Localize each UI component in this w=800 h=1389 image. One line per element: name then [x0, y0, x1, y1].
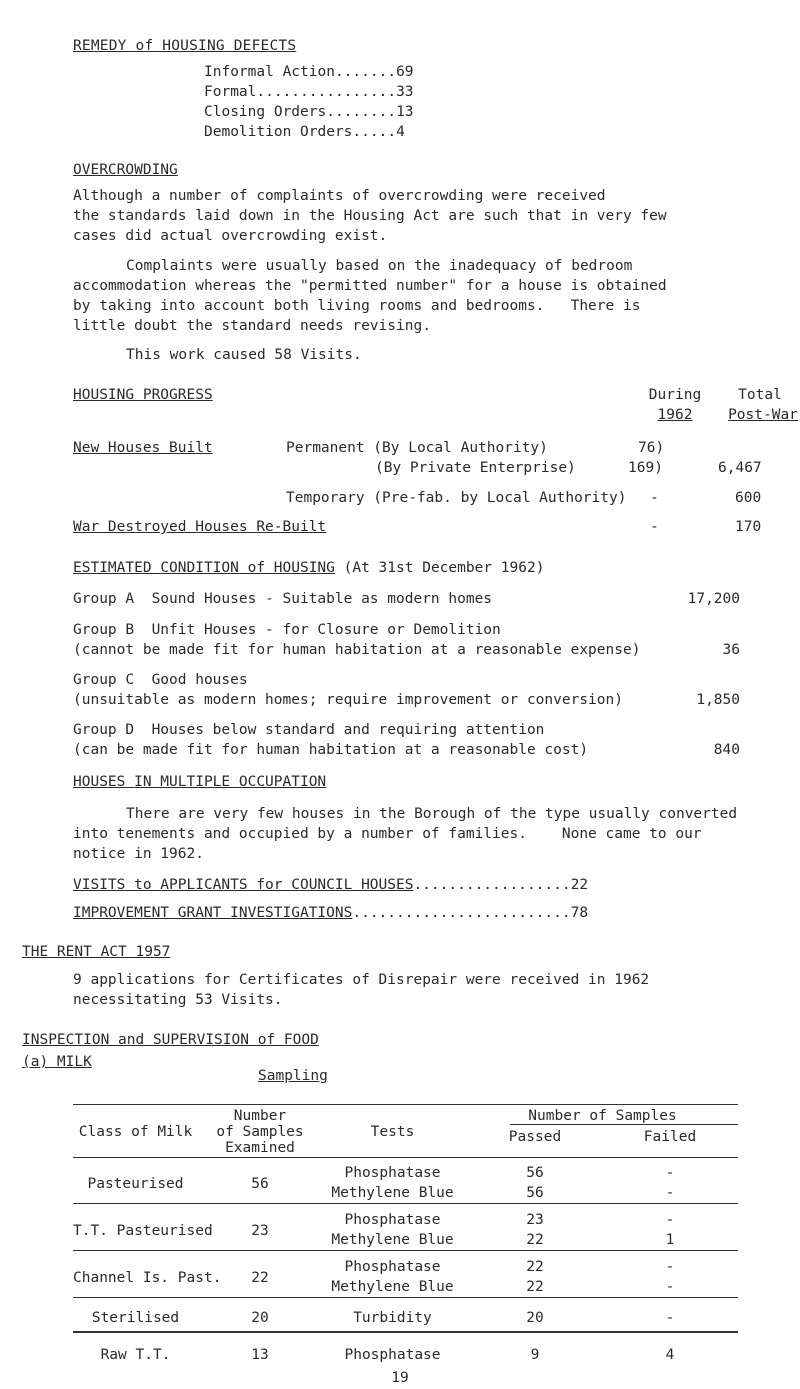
remedy-item: Informal Action.......69	[204, 64, 414, 80]
table-row-passed: 23	[526, 1212, 544, 1228]
table-row-class: Sterilised	[91, 1310, 180, 1326]
table-row-passed: 22	[526, 1259, 544, 1275]
table-row-failed: -	[665, 1259, 675, 1275]
group-a-line: Group A Sound Houses - Suitable as modern homes	[73, 591, 493, 607]
table-row-passed: 56	[526, 1185, 544, 1201]
sampling-heading: Sampling	[258, 1068, 328, 1084]
table-row-passed: 9	[530, 1347, 540, 1363]
during-year-header: 1962	[657, 407, 693, 423]
row-rule	[73, 1250, 738, 1251]
visits-council-houses: VISITS to APPLICANTS for COUNCIL HOUSES..................22	[73, 877, 589, 893]
table-row-test: Phosphatase	[344, 1165, 441, 1181]
multiple-para-line: There are very few houses in the Borough of the type usually converted	[126, 806, 738, 822]
private-value: 169)	[628, 460, 663, 476]
estimated-heading-row	[73, 558, 544, 578]
group-a-value: 17,200	[687, 591, 740, 607]
estimated-heading-suffix: (At 31st December 1962)	[343, 560, 545, 576]
group-b-value: 36	[722, 642, 740, 658]
number-examined-header-2: of Samples	[216, 1124, 304, 1140]
overcrowding-para2-line: Complaints were usually based on the inadequacy of bedroom	[126, 258, 633, 274]
header-bottom-rule	[73, 1157, 738, 1158]
table-row-failed: -	[665, 1185, 675, 1201]
class-of-milk-header: Class of Milk	[78, 1124, 193, 1140]
table-row-failed: 4	[665, 1347, 675, 1363]
table-row-failed: 1	[665, 1232, 675, 1248]
table-row-test: Phosphatase	[344, 1347, 441, 1363]
number-examined-header-1: Number	[233, 1108, 287, 1124]
samples-header-rule	[510, 1124, 738, 1125]
group-c-line2: (unsuitable as modern homes; require improvement or conversion)	[73, 692, 623, 708]
table-row-passed: 22	[526, 1232, 544, 1248]
table-row-passed: 20	[526, 1310, 544, 1326]
rent-act-heading: THE RENT ACT 1957	[22, 944, 171, 960]
row-rule	[73, 1331, 738, 1333]
new-houses-label: New Houses Built	[73, 440, 213, 456]
war-during: -	[650, 519, 659, 535]
group-b-line1: Group B Unfit Houses - for Closure or Demolition	[73, 622, 501, 638]
group-b-line2: (cannot be made fit for human habitation at a reasonable expense)	[73, 642, 641, 658]
row-rule	[73, 1203, 738, 1204]
war-total: 170	[735, 519, 762, 535]
table-row-test: Methylene Blue	[331, 1232, 454, 1248]
overcrowding-para1-line: cases did actual overcrowding exist.	[73, 228, 388, 244]
overcrowding-para2-line: by taking into account both living rooms and bedrooms. There is	[73, 298, 641, 314]
group-d-line1: Group D Houses below standard and requiring attention	[73, 722, 545, 738]
table-row-test: Phosphatase	[344, 1259, 441, 1275]
inspection-heading: INSPECTION and SUPERVISION of FOOD	[22, 1032, 319, 1048]
overcrowding-para2-line: little doubt the standard needs revising.	[73, 318, 431, 334]
failed-header: Failed	[643, 1129, 697, 1145]
tests-header: Tests	[370, 1124, 415, 1140]
table-row-failed: -	[665, 1279, 675, 1295]
passed-header: Passed	[508, 1129, 562, 1145]
table-row-failed: -	[665, 1165, 675, 1181]
remedy-item: Demolition Orders.....4	[204, 124, 405, 140]
milk-subheading: (a) MILK	[22, 1054, 92, 1070]
rent-act-para-line: 9 applications for Certificates of Disrepair were received in 1962	[73, 972, 650, 988]
table-row-number: 20	[251, 1310, 269, 1326]
table-row-class: T.T. Pasteurised	[73, 1223, 213, 1239]
table-row-class: Pasteurised	[87, 1176, 184, 1192]
housing-progress-heading: HOUSING PROGRESS	[73, 387, 213, 403]
permanent-label: Permanent (By Local Authority)	[286, 440, 548, 456]
overcrowding-para1-line: Although a number of complaints of overcrowding were received	[73, 188, 606, 204]
remedy-item: Formal................33	[204, 84, 414, 100]
table-row-failed: -	[665, 1212, 675, 1228]
temporary-total: 600	[735, 490, 762, 506]
table-row-test: Turbidity	[353, 1310, 432, 1326]
table-row-number: 23	[251, 1223, 269, 1239]
group-d-line2: (can be made fit for human habitation at a reasonable cost)	[73, 742, 589, 758]
group-d-value: 840	[713, 742, 740, 758]
table-row-number: 56	[251, 1176, 269, 1192]
table-row-test: Phosphatase	[344, 1212, 441, 1228]
permanent-total: 6,467	[718, 460, 762, 476]
overcrowding-heading: OVERCROWDING	[73, 162, 178, 178]
table-row-test: Methylene Blue	[331, 1279, 454, 1295]
multiple-occupation-heading: HOUSES IN MULTIPLE OCCUPATION	[73, 774, 327, 790]
overcrowding-para3: This work caused 58 Visits.	[126, 347, 362, 363]
row-rule	[73, 1297, 738, 1298]
group-c-value: 1,850	[696, 692, 740, 708]
temporary-label: Temporary (Pre-fab. by Local Authority)	[286, 490, 627, 506]
group-c-line1: Group C Good houses	[73, 672, 248, 688]
estimated-heading: ESTIMATED CONDITION of HOUSING	[73, 560, 335, 576]
table-row-number: 13	[251, 1347, 269, 1363]
table-row-class: Raw T.T.	[100, 1347, 171, 1363]
table-row-passed: 56	[526, 1165, 544, 1181]
remedy-heading: REMEDY of HOUSING DEFECTS	[73, 38, 297, 54]
rent-act-para-line: necessitating 53 Visits.	[73, 992, 283, 1008]
multiple-para-line: into tenements and occupied by a number of families. None came to our	[73, 826, 702, 842]
table-row-failed: -	[665, 1310, 675, 1326]
private-label: (By Private Enterprise)	[375, 460, 576, 476]
table-row-number: 22	[251, 1270, 269, 1286]
overcrowding-para2-line: accommodation whereas the "permitted number" for a house is obtained	[73, 278, 667, 294]
multiple-para-line: notice in 1962.	[73, 846, 204, 862]
post-war-header: Post-War	[728, 407, 798, 423]
temporary-during: -	[650, 490, 659, 506]
number-examined-header-3: Examined	[225, 1140, 295, 1156]
overcrowding-para1-line: the standards laid down in the Housing Act are such that in very few	[73, 208, 667, 224]
improvement-grant: IMPROVEMENT GRANT INVESTIGATIONS.........................78	[73, 905, 589, 921]
war-destroyed-label: War Destroyed Houses Re-Built	[73, 519, 327, 535]
number-of-samples-header: Number of Samples	[528, 1108, 677, 1124]
permanent-la-value: 76)	[638, 440, 665, 456]
table-row-passed: 22	[526, 1279, 544, 1295]
during-header: During	[648, 387, 702, 403]
total-header: Total	[738, 387, 782, 403]
table-top-rule	[73, 1104, 738, 1105]
table-row-test: Methylene Blue	[331, 1185, 454, 1201]
table-row-class: Channel Is. Past.	[73, 1270, 222, 1286]
page-number: 19	[391, 1370, 409, 1386]
remedy-item: Closing Orders........13	[204, 104, 414, 120]
